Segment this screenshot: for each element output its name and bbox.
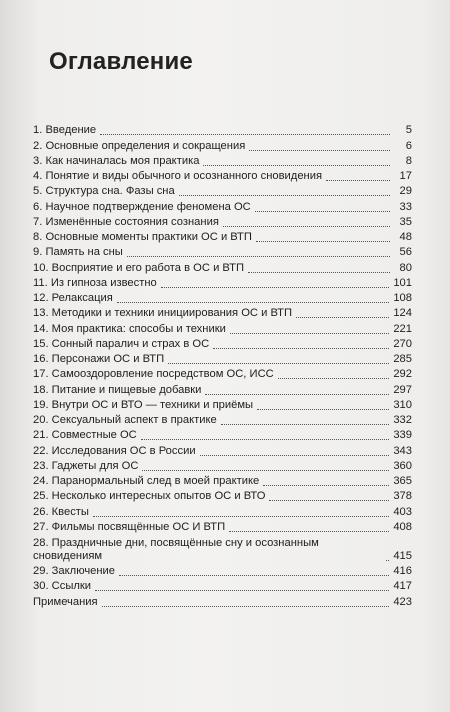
toc-entry xyxy=(33,290,412,305)
toc-entry-title: 15. Сонный паралич и страх в ОС xyxy=(33,337,210,350)
toc-entry xyxy=(33,229,412,244)
toc-entry-page-number: 423 xyxy=(393,595,412,608)
toc-entry-title: 28. Праздничные дни, посвящённые сну и осознанным сновидениям xyxy=(33,536,319,562)
toc-entry xyxy=(33,578,412,593)
toc-entry-title: 24. Паранормальный след в моей практике xyxy=(33,475,260,487)
toc-entry-title: 2. Основные определения и сокращения xyxy=(33,139,246,152)
toc-entry-page-number: 8 xyxy=(405,154,412,167)
dot-leader xyxy=(179,194,390,196)
toc-entry-page-number: 365 xyxy=(393,475,412,487)
dot-leader xyxy=(223,225,390,227)
toc-entry-page-number: 297 xyxy=(393,383,412,396)
toc-entry-page-number: 343 xyxy=(393,444,412,457)
toc-entry-title: 22. Исследования ОС в России xyxy=(33,444,196,457)
dot-leader xyxy=(213,347,389,349)
toc-entry-page-number: 378 xyxy=(393,490,412,503)
toc-entry xyxy=(33,488,412,503)
toc-entry-page-number: 408 xyxy=(393,520,412,533)
toc-entry-page-number: 415 xyxy=(393,549,412,562)
dot-leader xyxy=(203,164,390,166)
dot-leader xyxy=(230,332,389,334)
dot-leader xyxy=(255,210,390,212)
toc-entry-page-number: 292 xyxy=(393,368,412,381)
dot-leader xyxy=(257,408,389,410)
toc-entry-title: 5. Структура сна. Фазы сна xyxy=(33,185,175,198)
dot-leader xyxy=(100,133,390,135)
toc-entry xyxy=(33,351,412,366)
dot-leader xyxy=(119,574,389,576)
toc-entry-title: 16. Персонажи ОС и ВТП xyxy=(33,353,165,365)
dot-leader xyxy=(221,423,390,425)
toc-entry xyxy=(33,381,412,396)
toc-entry xyxy=(33,198,412,213)
toc-entry xyxy=(33,458,412,473)
dot-leader xyxy=(256,240,390,242)
toc-entry-title: 1. Введение xyxy=(33,124,97,137)
toc-entry xyxy=(33,183,412,198)
dot-leader xyxy=(386,559,389,561)
toc-entry xyxy=(33,534,412,563)
toc-entry-title: 27. Фильмы посвящённые ОС И ВТП xyxy=(33,520,226,533)
dot-leader xyxy=(102,605,390,607)
dot-leader xyxy=(168,362,389,364)
toc-entry-title: 13. Методики и техники инициирования ОС и ВТП xyxy=(33,307,293,320)
toc-entry xyxy=(33,137,412,152)
toc-entry-page-number: 270 xyxy=(393,337,412,350)
toc-entry-page-number: 416 xyxy=(393,565,412,577)
toc-entry-page-number: 221 xyxy=(393,322,412,335)
toc-entry-page-number: 285 xyxy=(393,353,412,365)
toc-entry xyxy=(33,214,412,229)
toc-entry xyxy=(33,244,412,259)
toc-entry-title: 11. Из гипноза известно xyxy=(33,276,157,289)
toc-entry xyxy=(33,563,412,578)
toc-entry-page-number: 339 xyxy=(393,429,412,442)
dot-leader xyxy=(249,149,390,151)
dot-leader xyxy=(278,377,390,379)
toc-entry-page-number: 56 xyxy=(399,246,412,259)
dot-leader xyxy=(95,589,389,591)
toc-entry xyxy=(33,519,412,534)
toc-entry xyxy=(33,442,412,457)
toc-entry-page-number: 403 xyxy=(393,505,412,518)
dot-leader xyxy=(326,179,390,181)
toc-entry-title: 6. Научное подтверждение феномена ОС xyxy=(33,200,251,213)
toc-entry xyxy=(33,503,412,518)
toc-entry-title: 26. Квесты xyxy=(33,505,89,518)
toc-entry xyxy=(33,412,412,427)
dot-leader xyxy=(161,286,390,288)
toc-entry-title: 12. Релаксация xyxy=(33,292,113,304)
toc-entry-page-number: 360 xyxy=(393,459,412,472)
dot-leader xyxy=(141,438,390,440)
toc-entry xyxy=(33,366,412,381)
toc-entry-page-number: 29 xyxy=(399,185,412,198)
toc-entry xyxy=(33,168,412,183)
toc-entry-title: 29. Заключение xyxy=(33,565,116,577)
toc-entry-page-number: 108 xyxy=(393,292,412,304)
toc-entry-page-number: 5 xyxy=(405,124,412,137)
table-of-contents xyxy=(33,122,412,609)
toc-entry xyxy=(33,593,412,608)
toc-entry-page-number: 124 xyxy=(393,307,412,320)
dot-leader xyxy=(263,484,389,486)
toc-entry xyxy=(33,305,412,320)
toc-entry-title: 30. Ссылки xyxy=(33,580,92,593)
toc-entry-page-number: 17 xyxy=(399,170,412,182)
toc-entry-page-number: 332 xyxy=(393,414,412,426)
toc-entry-title: 7. Изменённые состояния сознания xyxy=(33,215,219,228)
toc-entry xyxy=(33,153,412,168)
toc-entry-title: 17. Самооздоровление посредством ОС, ИСС xyxy=(33,368,274,381)
toc-entry-page-number: 33 xyxy=(399,200,412,213)
dot-leader xyxy=(117,301,390,303)
toc-entry xyxy=(33,397,412,412)
dot-leader xyxy=(93,515,389,517)
toc-entry-page-number: 80 xyxy=(399,261,412,274)
dot-leader xyxy=(248,271,390,273)
toc-entry xyxy=(33,320,412,335)
toc-entry xyxy=(33,259,412,274)
toc-entry-title: 8. Основные моменты практики ОС и ВТП xyxy=(33,231,252,243)
toc-entry xyxy=(33,275,412,290)
toc-entry-page-number: 48 xyxy=(399,231,412,243)
toc-entry-page-number: 101 xyxy=(393,276,412,289)
toc-entry xyxy=(33,427,412,442)
toc-entry xyxy=(33,473,412,488)
toc-entry-page-number: 6 xyxy=(405,139,412,152)
dot-leader xyxy=(127,255,390,257)
toc-entry-title: 25. Несколько интересных опытов ОС и ВТО xyxy=(33,490,266,503)
toc-entry-title: 4. Понятие и виды обычного и осознанного сновидения xyxy=(33,170,323,182)
dot-leader xyxy=(205,393,389,395)
toc-entry-title: 21. Совместные ОС xyxy=(33,429,137,442)
toc-entry-title: Примечания xyxy=(33,595,98,608)
toc-entry xyxy=(33,122,412,137)
dot-leader xyxy=(200,454,390,456)
dot-leader xyxy=(142,469,389,471)
toc-entry-page-number: 310 xyxy=(393,398,412,411)
toc-entry-title: 19. Внутри ОС и ВТО — техники и приёмы xyxy=(33,398,254,411)
toc-entry-title: 9. Память на сны xyxy=(33,246,123,259)
toc-entry-title: 23. Гаджеты для ОС xyxy=(33,459,139,472)
toc-entry-title: 3. Как начиналась моя практика xyxy=(33,154,200,167)
dot-leader xyxy=(269,499,389,501)
toc-entry-title: 10. Восприятие и его работа в ОС и ВТП xyxy=(33,261,245,274)
toc-entry-page-number: 35 xyxy=(399,215,412,228)
toc-entry-title: 20. Сексуальный аспект в практике xyxy=(33,414,217,426)
dot-leader xyxy=(229,530,389,532)
toc-entry-title: 18. Питание и пищевые добавки xyxy=(33,383,202,396)
toc-entry-title: 14. Моя практика: способы и техники xyxy=(33,322,226,335)
toc-entry xyxy=(33,336,412,351)
dot-leader xyxy=(296,316,389,318)
page-title: Оглавление xyxy=(49,48,193,75)
toc-entry-page-number: 417 xyxy=(393,580,412,593)
